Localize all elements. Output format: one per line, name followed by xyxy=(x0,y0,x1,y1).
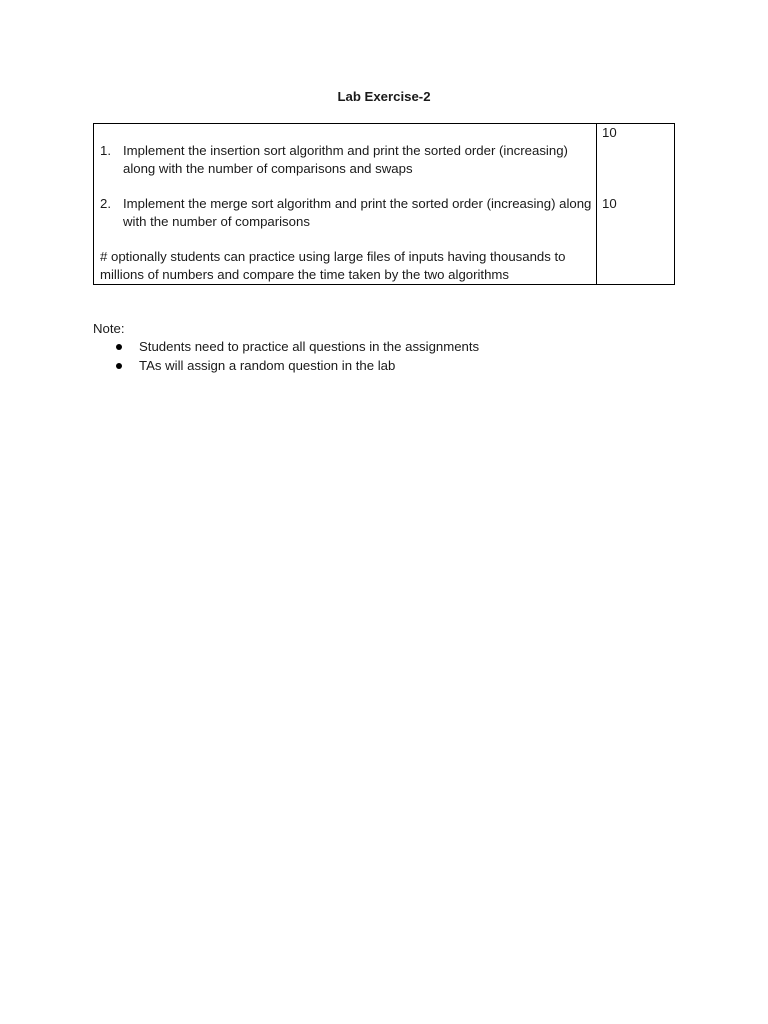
note-item-text: TAs will assign a random question in the lab xyxy=(139,358,396,373)
bullet-icon xyxy=(116,344,122,350)
note-list-item xyxy=(93,357,479,376)
note-list xyxy=(93,338,479,376)
optional-practice-note: # optionally students can practice using large files of inputs having thousands to millions of numbers and compare the time taken by the two algorithms xyxy=(100,249,566,282)
question-marks-1: 10 xyxy=(602,125,617,140)
question-text: Implement the insertion sort algorithm and print the sorted order (increasing) along with the number of comparisons and swaps xyxy=(123,143,568,176)
bullet-icon xyxy=(116,363,122,369)
note-label: Note: xyxy=(93,321,125,336)
table-column-divider xyxy=(596,124,597,284)
document-title: Lab Exercise-2 xyxy=(337,89,431,104)
exercise-table xyxy=(93,123,675,285)
question-marks-2: 10 xyxy=(602,196,617,211)
note-item-text: Students need to practice all questions in the assignments xyxy=(139,339,480,354)
question-number: 1. xyxy=(100,143,111,158)
note-list-item xyxy=(93,338,479,357)
question-text: Implement the merge sort algorithm and print the sorted order (increasing) along with the number of comparisons xyxy=(123,196,592,229)
question-number: 2. xyxy=(100,196,111,211)
